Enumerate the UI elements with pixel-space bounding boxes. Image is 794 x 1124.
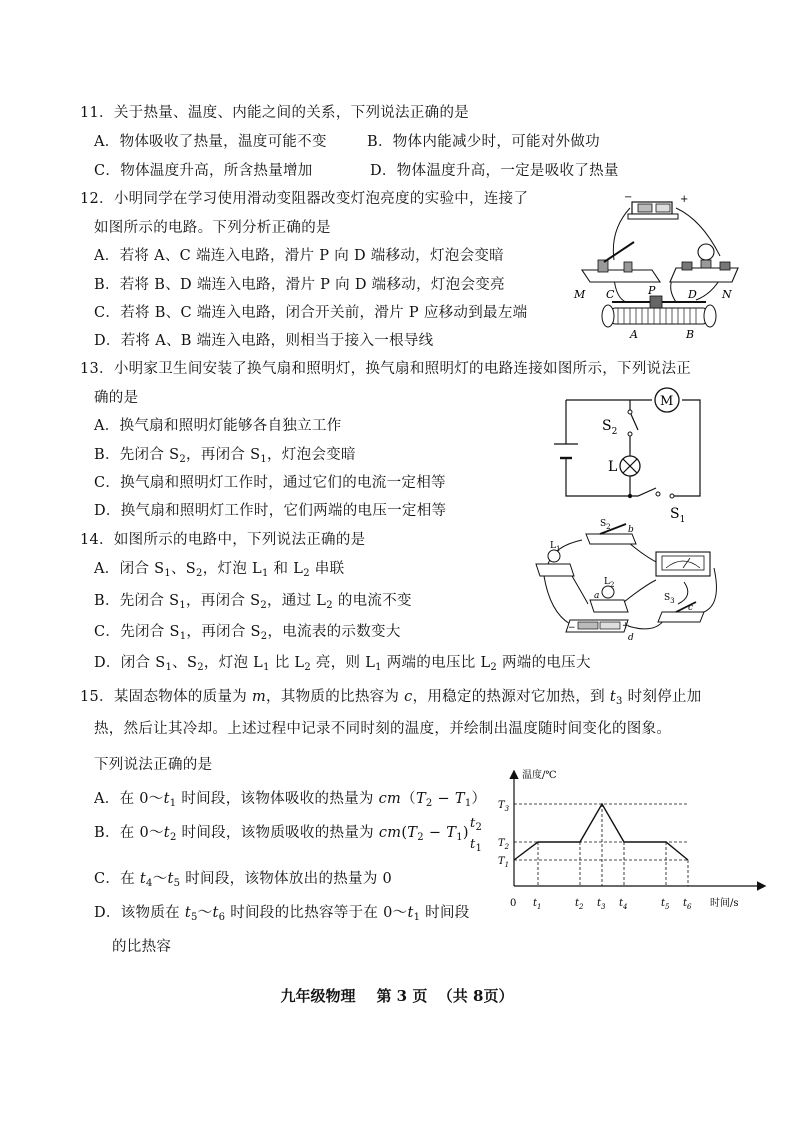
rheostat-icon [612,308,706,324]
label-d: D [688,288,697,301]
fan-lamp-circuit-figure [550,384,750,524]
label-c: C [606,288,615,301]
q11-option-b: B．物体内能减少时，可能对外做功 [367,134,600,150]
q15-option-b-fraction-den: $t_1$ [470,837,483,854]
q12-stem-line1: 12．小明同学在学习使用滑动变阻器改变灯泡亮度的实验中，连接了 [80,191,529,207]
q15-option-c: C．在 $t_4\sim t_5$ 时间段，该物体放出的热量为 0 [94,871,393,889]
rheostat-circuit-figure [572,190,752,340]
q12-option-b: B．若将 B、D 端连入电路，滑片 P 向 D 端移动，灯泡会变亮 [94,277,505,293]
x-tick-t2: $t_2$ [575,898,584,911]
q12-option-d: D．若将 A、B 端连入电路，则相当于接入一根导线 [94,333,434,349]
x-axis-label: 时间/s [710,898,739,909]
q15-stem-line1: 15．某固态物体的质量为 m，其物质的比热容为 c，用稳定的热源对它加热，到 $t_3$ 时刻停止加 [80,689,702,707]
label-c: c [688,603,694,613]
s3-label: $S_3$ [664,593,675,605]
q15-option-d: D．该物质在 $t_5\sim t_6$ 时间段的比热容等于在 $0\sim t_1$ 时间段 [94,905,470,923]
page-footer [0,985,794,1006]
q14-option-b: B．先闭合 $S_1$，再闭合 $S_2$，通过 $L_2$ 的电流不变 [94,593,412,611]
footer-page: 第 3 页 [376,987,428,1005]
label-b: b [628,525,634,535]
q14-option-a: A．闭合 $S_1$、$S_2$，灯泡 $L_1$ 和 $L_2$ 串联 [94,561,345,579]
plus-label: + [622,621,630,631]
switch-s3-icon [658,612,704,622]
x-tick-t5: $t_5$ [661,898,670,911]
switch-s2-icon [586,534,636,544]
q15-stem-line2: 热，然后让其冷却。上述过程中记录不同时刻的温度，并绘制出温度随时间变化的图象。 [94,721,672,737]
x-tick-t4: $t_4$ [619,898,628,911]
x-tick-t6: $t_6$ [683,898,692,911]
footer-total: （共 8页） [437,987,514,1005]
label-a: a [594,591,600,601]
switch-s1-icon [656,492,660,496]
q14-stem: 14．如图所示的电路中，下列说法正确的是 [80,532,366,548]
q11-stem: 11．关于热量、温度、内能之间的关系，下列说法正确的是 [80,105,470,121]
q15-stem-line3: 下列说法正确的是 [94,757,213,773]
label-n: N [722,288,732,301]
battery-minus-label: − [624,192,633,203]
q12-option-a: A．若将 A、C 端连入电路，滑片 P 向 D 端移动，灯泡会变暗 [94,248,504,264]
y-tick-t3: $T_3$ [498,800,510,813]
minus-label: − [568,623,576,633]
temperature-time-chart [496,764,786,914]
motor-label: M [660,394,674,409]
y-axis-label: 温度/℃ [522,770,557,781]
q15-option-a: A．在 $0\sim t_1$ 时间段，该物体吸收的热量为 $cm(T_2 - T_1)$ [94,791,487,809]
temperature-curve [514,804,688,860]
q15-option-b: B．在 $0\sim t_2$ 时间段，该物质吸收的热量为 $cm(T_2 - T_1)$ [94,825,469,843]
switch-icon [582,270,660,282]
y-tick-t2: $T_2$ [498,838,510,851]
slider-p-icon [650,296,662,308]
q13-stem-line2: 确的是 [94,390,139,406]
q12-stem-line2: 如图所示的电路。下列分析正确的是 [94,220,331,236]
q14-option-c: C．先闭合 $S_1$，再闭合 $S_2$，电流表的示数变大 [94,624,401,642]
x-tick-t1: $t_1$ [533,898,542,911]
footer-course: 九年级物理 [280,987,356,1005]
q11-option-a: A．物体吸收了热量，温度可能不变 [94,134,327,150]
q13-option-b: B．先闭合 $S_2$，再闭合 $S_1$，灯泡会变暗 [94,447,356,465]
q13-stem-line1: 13．小明家卫生间安装了换气扇和照明灯，换气扇和照明灯的电路连接如图所示，下列说法正 [80,361,692,377]
q12-option-c: C．若将 B、C 端连入电路，闭合开关前，滑片 P 应移动到最左端 [94,305,528,321]
ammeter-circuit-figure [524,516,724,642]
label-m: M [574,288,586,301]
origin-label: 0 [510,898,517,909]
q14-option-d: D．闭合 $S_1$、$S_2$，灯泡 $L_1$ 比 $L_2$ 亮，则 $L_1$ 两端的电压比 $L_2$ 两端的电压大 [94,655,591,673]
q15-option-d-line2: 的比热容 [112,939,172,955]
label-b: B [686,328,695,340]
q11-option-d: D．物体温度升高，一定是吸收了热量 [370,163,619,179]
l2-label: $L_2$ [604,577,615,589]
lamp-label: L [608,459,618,475]
x-tick-t3: $t_3$ [597,898,606,911]
q13-option-a: A．换气扇和照明灯能够各自独立工作 [94,418,342,434]
switch-s2-icon [630,412,638,430]
y-tick-t1: $T_1$ [498,856,510,869]
label-p: P [648,284,656,297]
battery-plus-label: + [680,194,689,205]
lamp-l2-icon [590,600,628,612]
l1-label: $L_1$ [550,541,561,553]
label-d: d [628,633,634,642]
label-a: A [630,328,638,340]
q11-option-c: C．物体温度升高，所含热量增加 [94,163,313,179]
q15-option-b-fraction-num: $t_2$ [470,816,483,833]
q13-option-c: C．换气扇和照明灯工作时，通过它们的电流一定相等 [94,475,446,491]
s2-label: $S_2$ [602,418,618,437]
q13-option-d: D．换气扇和照明灯工作时，它们两端的电压一定相等 [94,503,447,519]
s2-label: $S_2$ [600,519,611,531]
s1-label: $S_1$ [670,506,686,524]
lamp-l1-icon [536,564,574,576]
